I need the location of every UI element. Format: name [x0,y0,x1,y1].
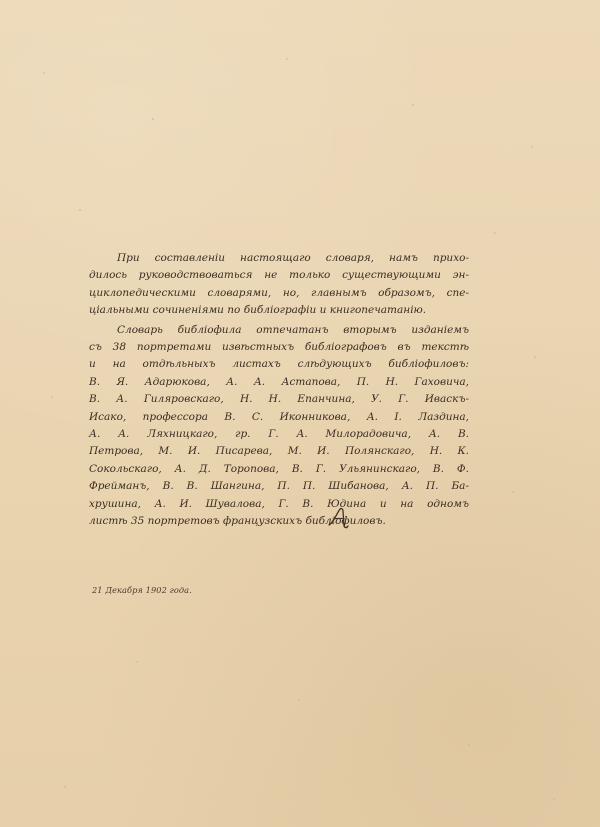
text-line: Исако, профессора В. С. Иконникова, А. І. Лаздина, [89,410,469,423]
signature-monogram [325,505,351,531]
paper-speckle [286,58,288,60]
text-line: листѣ 35 портретовъ французскихъ библіофиловъ. [89,515,386,528]
paper-speckle [64,786,66,788]
text-line: Петрова, М. И. Писарева, М. И. Полянскаго, Н. К. [89,445,469,458]
text-line: В. А. Гиляровскаго, Н. Н. Епанчина, У. Г. Иваскъ- [89,393,469,406]
paragraph-intro [89,250,469,320]
paper-speckle [468,744,470,746]
paper-speckle [531,146,533,148]
paper-speckle [43,72,45,74]
text-line: ціальными сочиненіями по библіографіи и книгопечатанію. [89,304,427,317]
text-line: Словарь библіофила отпечатанъ вторымъ изданіемъ [117,323,469,336]
text-line: В. Я. Адарюкова, А. А. Астапова, П. Н. Гаховича, [89,375,469,388]
text-line: дилось руководствоваться не только существующими эн- [89,269,469,282]
paragraph-portraits [89,322,469,531]
text-line: циклопедическими словарями, но, главнымъ образомъ, спе- [89,286,469,299]
paper-speckle [136,661,138,663]
paper-speckle [534,356,536,358]
text-line: съ 38 портретами извѣстныхъ библіографовъ въ текстѣ [89,341,469,354]
text-line: и на отдѣльныхъ листахъ слѣдующихъ библіофиловъ: [89,358,469,371]
paper-speckle [512,491,514,493]
text-line: Фрейманъ, В. В. Шангина, П. П. Шибанова, А. П. Ба- [89,480,469,493]
paper-speckle [412,104,414,106]
paper-speckle [494,232,496,234]
text-line: хрушина, А. И. Шувалова, Г. В. Юдина и на одномъ [89,497,469,510]
body-text [89,250,469,531]
text-line: Сокольскаго, А. Д. Торопова, В. Г. Ульянинскаго, В. Ф. [89,462,469,475]
paper-speckle [298,699,300,701]
date-line: 21 Декабря 1902 года. [92,585,192,595]
paper-speckle [152,118,154,120]
paper-speckle [553,798,555,800]
text-line: А. А. Ляхницкаго, гр. Г. А. Милорадовича, А. В. [89,428,469,441]
paper-speckle [79,209,81,211]
text-line: При составленіи настоящаго словаря, намъ прихо- [117,252,469,264]
paper-speckle [51,396,53,398]
